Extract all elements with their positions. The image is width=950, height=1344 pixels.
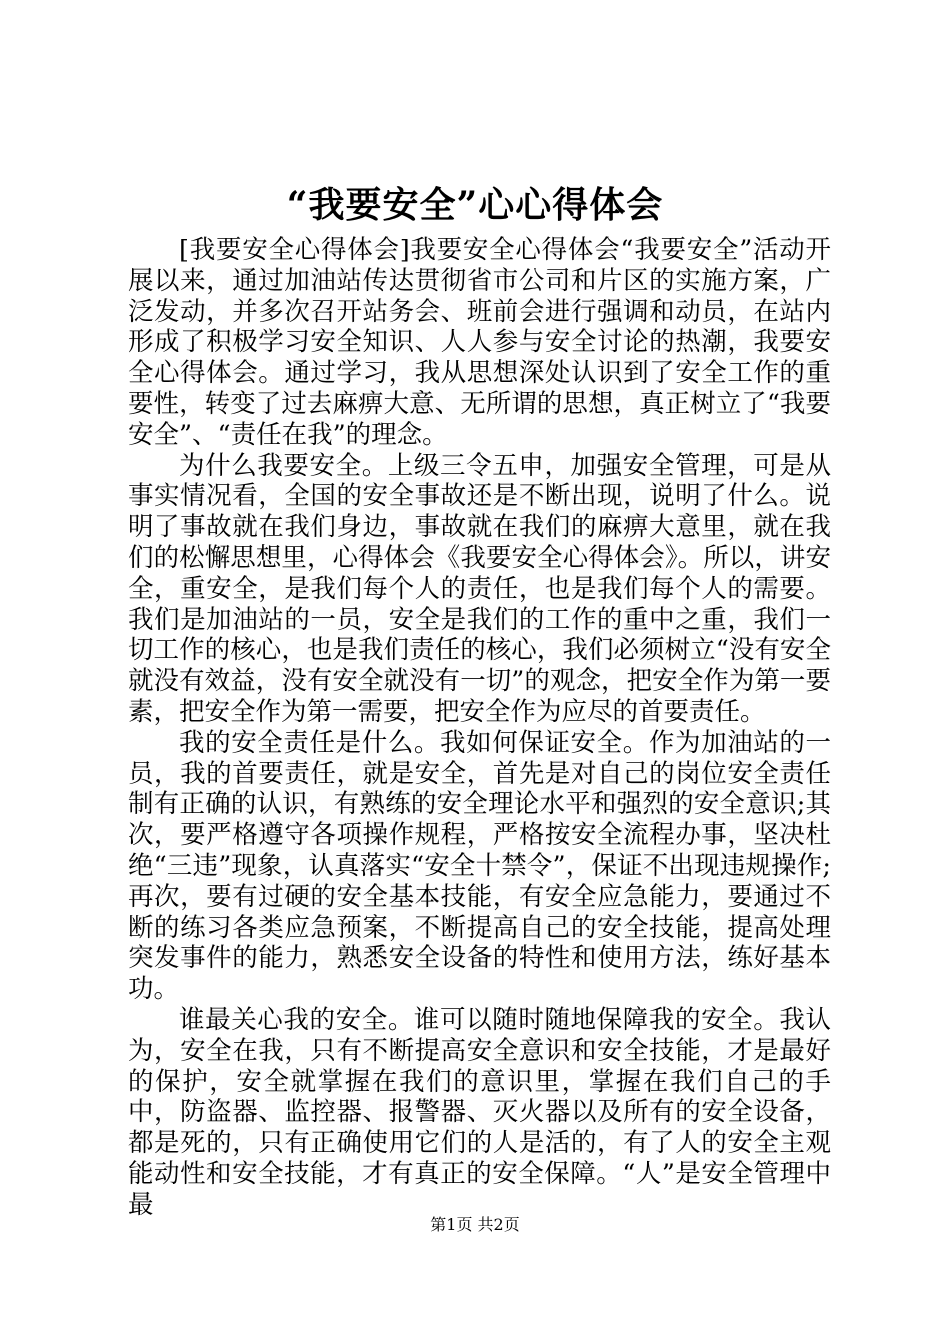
paragraph: [我要安全心得体会]我要安全心得体会“我要安全”活动开展以来，通过加油站传达贯彻省市公司和片区的实施方案，广泛发动，并多次召开站务会、班前会进行强调和动员，在站内形成了积极学习安全知识、人人参与安全讨论的热潮，我要安全心得体会。通过学习，我从思想深处认识到了安全工作的重要性，转变了过去麻痹大意、无所谓的思想，真正树立了“我要安全”、“责任在我”的理念。 [128, 235, 831, 450]
page-number-footer: 第1页 共2页 [430, 1215, 520, 1234]
paragraph: 谁最关心我的安全。谁可以随时随地保障我的安全。我认为，安全在我，只有不断提高安全意识和安全技能，才是最好的保护，安全就掌握在我们的意识里，掌握在我们自己的手中，防盗器、监控器、报警器、灭火器以及所有的安全设备，都是死的，只有正确使用它们的人是活的，有了人的安全主观能动性和安全技能，才有真正的安全保障。“人”是安全管理中最 [128, 1004, 831, 1220]
document-title: “我要安全”心心得体会 [286, 184, 664, 226]
paragraph: 我的安全责任是什么。我如何保证安全。作为加油站的一员，我的首要责任，就是安全，首先是对自己的岗位安全责任制有正确的认识，有熟练的安全理论水平和强烈的安全意识;其次，要严格遵守各项操作规程，严格按安全流程办事，坚决杜绝“三违”现象，认真落实“安全十禁令”，保证不出现违规操作;再次，要有过硬的安全基本技能，有安全应急能力，要通过不断的练习各类应急预案，不断提高自己的安全技能，提高处理突发事件的能力，熟悉安全设备的特性和使用方法，练好基本功。 [128, 727, 831, 1005]
paragraph: 为什么我要安全。上级三令五申，加强安全管理，可是从事实情况看，全国的安全事故还是不断出现，说明了什么。说明了事故就在我们身边，事故就在我们的麻痹大意里，就在我们的松懈思想里，心得体会《我要安全心得体会》。所以，讲安全，重安全，是我们每个人的责任，也是我们每个人的需要。我们是加油站的一员，安全是我们的工作的重中之重，我们一切工作的核心，也是我们责任的核心，我们必须树立“没有安全就没有效益，没有安全就没有一切”的观念，把安全作为第一要素，把安全作为第一需要，把安全作为应尽的首要责任。 [128, 450, 831, 727]
document-body [128, 235, 831, 1221]
